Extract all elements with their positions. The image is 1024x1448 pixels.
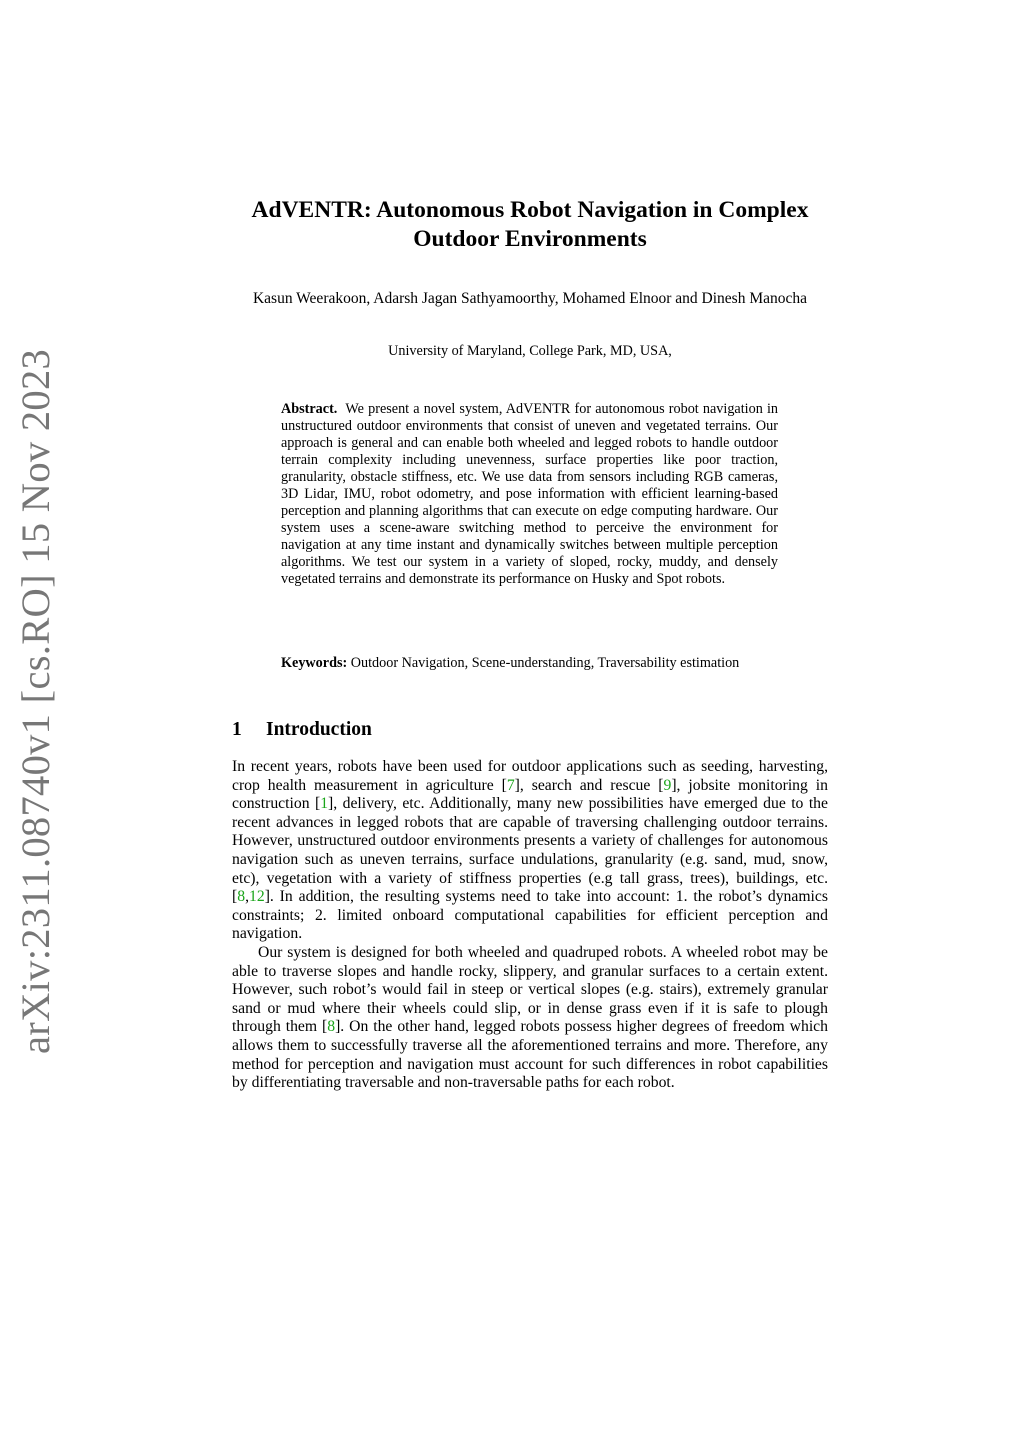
- paragraph-text: Our system is designed for both wheeled and quadruped robots. A wheeled robot may be able to traverse slopes and handle rocky, slippery, and granular surfaces to a certain extent. However, such robot’s would fail in steep or vertical slopes (e.g. stairs), extremely granular sand or mud where their wheels could slip, or in dense grass even if it is safe to plough through them [: [232, 943, 828, 1036]
- citation-link[interactable]: 1: [320, 795, 329, 813]
- abstract-text: We present a novel system, AdVENTR for autonomous robot navigation in unstructured outdoor environments that consist of uneven and vegetated terrains. Our approach is general and can enable both wheeled and legged robots to handle outdoor terrain complexity including unevenness, surface properties like poor traction, granularity, obstacle stiffness, etc. We use data from sensors including RGB cameras, 3D Lidar, IMU, robot odometry, and pose information with efficient learning-based perception and planning algorithms that can execute on edge computing hardware. Our system uses a scene-aware switching method to perceive the environment for navigation at any time instant and dynamically switches between multiple perception algorithms. We test our system in a variety of sloped, rocky, muddy, and densely vegetated terrains and demonstrate its performance on Husky and Spot robots.: [281, 401, 778, 587]
- introduction-body: [232, 758, 828, 1093]
- keywords-text: Outdoor Navigation, Scene-understanding, Traversability estimation: [350, 655, 740, 671]
- citation-separator: ,: [245, 888, 249, 906]
- citation-link[interactable]: 12: [249, 888, 265, 906]
- abstract: [281, 401, 778, 588]
- paragraph-1: [232, 758, 828, 944]
- paragraph-text: In recent years, robots have been used for outdoor applications such as seeding, harvesting, crop health measurement in agriculture [: [232, 758, 828, 794]
- section-number: 1: [232, 719, 242, 740]
- citation-link[interactable]: 7: [506, 776, 515, 794]
- paragraph-text: ]. On the other hand, legged robots possess higher degrees of freedom which allows them to successfully traverse all the aforementioned terrains and more. Therefore, any method for perception and navigation must account for such differences in robot capabilities by differentiating traversable and non-traversable paths for each robot.: [232, 1018, 828, 1092]
- abstract-label: Abstract.: [281, 401, 338, 417]
- citation-link[interactable]: 8: [327, 1018, 336, 1036]
- paragraph-text: ], delivery, etc. Additionally, many new possibilities have emerged due to the recent advances in legged robots that are capable of traversing challenging outdoor terrains. However, unstructured outdoor environments presents a variety of challenges for autonomous navigation such as uneven terrains, surface undulations, granularity (e.g. sand, mud, snow, etc), vegetation with a variety of stiffness properties (e.g tall grass, trees), buildings, etc. [: [232, 795, 828, 906]
- arxiv-identifier-stamp: arXiv:2311.08740v1 [cs.RO] 15 Nov 2023: [13, 348, 58, 1054]
- paragraph-text: ], jobsite monitoring in construction [: [232, 776, 828, 813]
- citation-link[interactable]: 8: [237, 888, 246, 906]
- section-heading-introduction: [232, 718, 828, 742]
- citation-link[interactable]: 9: [663, 776, 672, 794]
- paragraph-2: [232, 944, 828, 1093]
- paper-title: AdVENTR: Autonomous Robot Navigation in Complex Outdoor Environments: [251, 197, 809, 252]
- author-affiliation: University of Maryland, College Park, MD, USA,: [388, 343, 672, 359]
- paragraph-text: ]. In addition, the resulting systems need to take into account: 1. the robot’s dynamics constraints; 2. limited onboard computational capabilities for efficient perception and navigation.: [232, 888, 828, 943]
- keywords-label: Keywords:: [281, 655, 348, 671]
- author-list: Kasun Weerakoon, Adarsh Jagan Sathyamoorthy, Mohamed Elnoor and Dinesh Manocha: [252, 290, 808, 307]
- paragraph-text: ], search and rescue [: [514, 776, 664, 794]
- keywords: [281, 655, 778, 672]
- section-title: Introduction: [266, 719, 372, 740]
